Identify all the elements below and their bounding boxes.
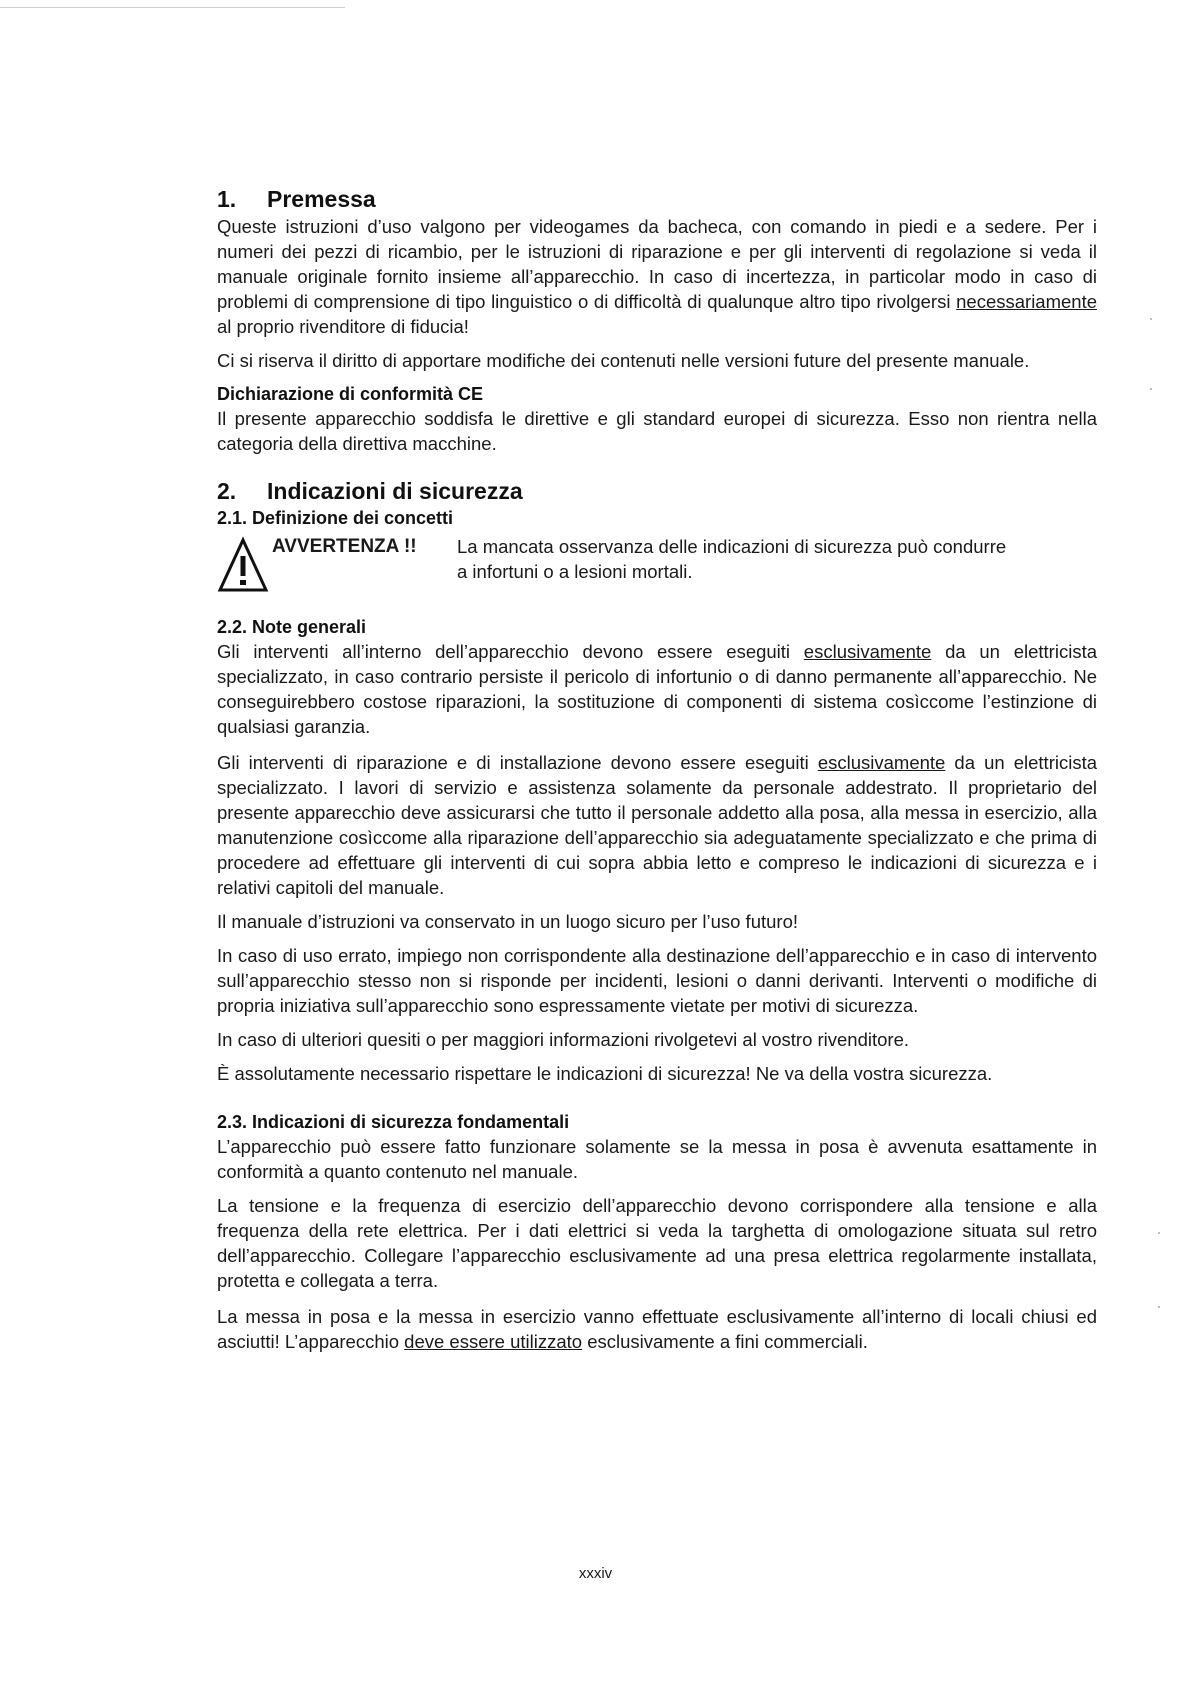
scan-speck: [1150, 388, 1152, 390]
document-body: [217, 184, 1097, 1354]
premessa-paragraph-2: Ci si riserva il diritto di apportare modifiche dei contenuti nelle versioni future del presente manuale.: [217, 350, 1030, 371]
warning-block: [217, 534, 1097, 604]
section-2-2-heading: 2.2. Note generali: [217, 617, 367, 637]
ce-declaration-heading: Dichiarazione di conformità CE: [217, 384, 484, 404]
section-2-heading: 2. Indicazioni di sicurezza: [217, 478, 523, 504]
scan-speck: [1158, 1306, 1160, 1308]
ce-declaration-text: Il presente apparecchio soddisfa le direttive e gli standard europei di sicurezza. Esso non rientra nella categoria della direttiva macchine.: [217, 408, 1097, 454]
underlined-word: esclusivamente: [817, 752, 946, 773]
fundamental-paragraph-3: La messa in posa e la messa in esercizio vanno effettuate esclusivamente all’interno di locali chiusi ed asciutti! L’apparecchio deve essere utilizzato esclusivamente a fini commerciali.: [217, 1306, 1097, 1352]
general-notes-paragraph-5: In caso di ulteriori quesiti o per maggiori informazioni rivolgetevi al vostro rivenditore.: [217, 1029, 910, 1050]
underlined-phrase: deve essere utilizzato: [404, 1331, 583, 1352]
warning-text: La mancata osservanza delle indicazioni di sicurezza può condurre a infortuni o a lesioni mortali.: [457, 536, 1007, 582]
scan-artifact-line: [0, 7, 345, 8]
warning-label: AVVERTENZA !!: [272, 536, 417, 557]
general-notes-paragraph-1: Gli interventi all’interno dell’apparecchio devono essere eseguiti esclusivamente da un elettricista specializzato, in caso contrario persiste il pericolo di infortunio o di danno permanente all’apparecchio. Ne conseguirebbero costose riparazioni, la sostituzione di componenti di sistema cosìccome l’estinzione di qualsiasi garanzia.: [217, 641, 1097, 737]
warning-triangle-icon: [217, 536, 269, 594]
underlined-word: necessariamente: [956, 291, 1098, 312]
general-notes-paragraph-6: È assolutamente necessario rispettare le indicazioni di sicurezza! Ne va della vostra sicurezza.: [217, 1063, 993, 1084]
section-2-1-heading: 2.1. Definizione dei concetti: [217, 508, 454, 528]
section-2-3-heading: 2.3. Indicazioni di sicurezza fondamentali: [217, 1112, 570, 1132]
premessa-paragraph-1: Queste istruzioni d’uso valgono per videogames da bacheca, con comando in piedi e a sedere. Per i numeri dei pezzi di ricambio, per le istruzioni di riparazione e per gli interventi di regolazione si veda il manuale originale fornito insieme all’apparecchio. In caso di incertezza, in particolar modo in caso di problemi di comprensione di tipo linguistico o di difficoltà di qualunque altro tipo rivolgersi necessariamente al proprio rivenditore di fiducia!: [217, 216, 1098, 337]
general-notes-paragraph-2: Gli interventi di riparazione e di installazione devono essere eseguiti esclusivamente da un elettricista specializzato. I lavori di servizio e assistenza solamente da personale addestrato. Il proprietario del presente apparecchio deve assicurarsi che tutto il personale addetto alla posa, alla messa in esercizio, alla manutenzione cosìccome alla riparazione dell’apparecchio sia adeguatamente specializzato e che prima di procedere ad effettuare gli interventi di cui sopra abbia letto e compreso le indicazioni di sicurezza e i relativi capitoli del manuale.: [217, 752, 1097, 898]
scan-speck: [1150, 318, 1152, 320]
fundamental-paragraph-1: L’apparecchio può essere fatto funzionare solamente se la messa in posa è avvenuta esattamente in conformità a quanto contenuto nel manuale.: [217, 1136, 1097, 1182]
general-notes-paragraph-3: Il manuale d’istruzioni va conservato in un luogo sicuro per l’uso futuro!: [217, 911, 799, 932]
underlined-word: esclusivamente: [803, 641, 932, 662]
fundamental-paragraph-2: La tensione e la frequenza di esercizio dell’apparecchio devono corrispondere alla tensione e alla frequenza della rete elettrica. Per i dati elettrici si veda la targhetta di omologazione situata sul retro dell’apparecchio. Collegare l’apparecchio esclusivamente ad una presa elettrica regolarmente installata, protetta e collegata a terra.: [217, 1195, 1097, 1291]
page-number: xxxiv: [578, 1565, 613, 1582]
general-notes-paragraph-4: In caso di uso errato, impiego non corrispondente alla destinazione dell’apparecchio e in caso di intervento sull’apparecchio stesso non si risponde per incidenti, lesioni o danni derivanti. Interventi o modifiche di propria iniziativa sull’apparecchio sono espressamente vietate per motivi di sicurezza.: [217, 945, 1097, 1016]
scan-speck: [1158, 1232, 1160, 1234]
section-1-heading: 1. Premessa: [217, 186, 376, 212]
